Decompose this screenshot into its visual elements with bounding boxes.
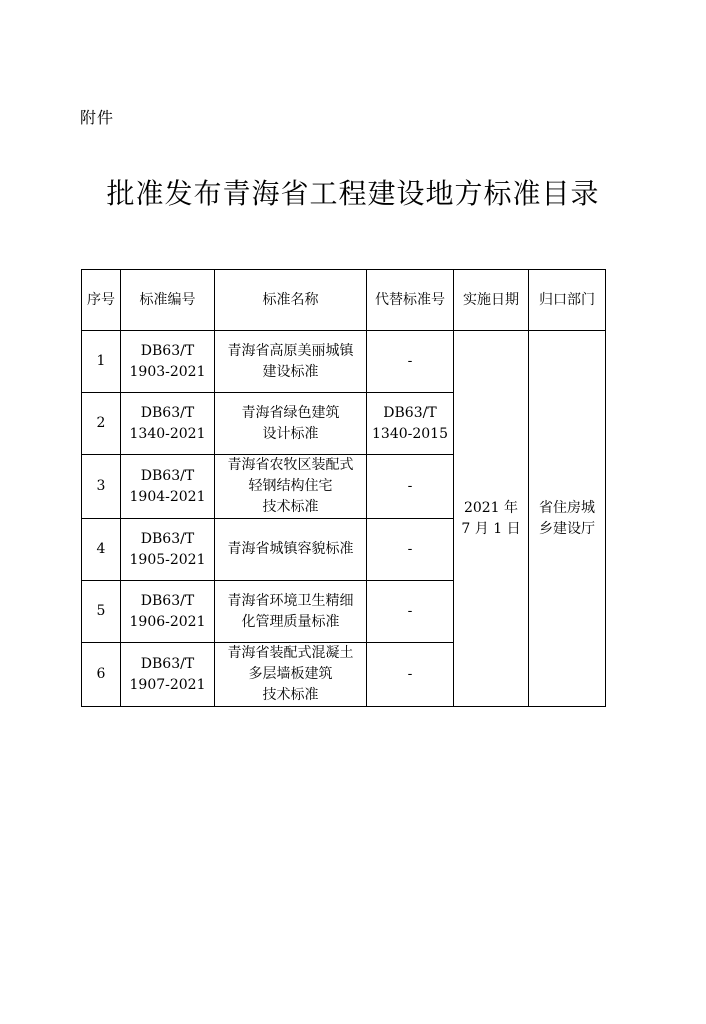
cell-implementation-date: 2021 年 7 月 1 日 <box>454 331 529 707</box>
col-header-department: 归口部门 <box>529 270 606 331</box>
cell-no: 1 <box>82 331 121 393</box>
cell-name: 青海省高原美丽城镇 建设标准 <box>215 331 367 393</box>
cell-replaces: - <box>367 581 454 643</box>
cell-name: 青海省农牧区装配式 轻钢结构住宅 技术标准 <box>215 455 367 519</box>
cell-replaces: - <box>367 643 454 707</box>
cell-replaces: - <box>367 331 454 393</box>
cell-name: 青海省环境卫生精细 化管理质量标准 <box>215 581 367 643</box>
cell-no: 2 <box>82 393 121 455</box>
table-header-row <box>82 270 606 331</box>
cell-name: 青海省绿色建筑 设计标准 <box>215 393 367 455</box>
cell-replaces: DB63/T 1340-2015 <box>367 393 454 455</box>
cell-name: 青海省装配式混凝土 多层墙板建筑 技术标准 <box>215 643 367 707</box>
table-row <box>82 331 606 393</box>
attachment-label: 附件 <box>80 108 115 127</box>
col-header-replaces: 代替标准号 <box>367 270 454 331</box>
cell-no: 4 <box>82 519 121 581</box>
page-title: 批准发布青海省工程建设地方标准目录 <box>106 177 600 210</box>
cell-department: 省住房城 乡建设厅 <box>529 331 606 707</box>
col-header-code: 标准编号 <box>121 270 215 331</box>
cell-no: 6 <box>82 643 121 707</box>
col-header-name: 标准名称 <box>215 270 367 331</box>
col-header-date: 实施日期 <box>454 270 529 331</box>
cell-name: 青海省城镇容貌标准 <box>215 519 367 581</box>
cell-replaces: - <box>367 519 454 581</box>
cell-no: 5 <box>82 581 121 643</box>
cell-code: DB63/T 1904-2021 <box>121 455 215 519</box>
cell-no: 3 <box>82 455 121 519</box>
standards-table <box>81 269 606 707</box>
cell-code: DB63/T 1905-2021 <box>121 519 215 581</box>
cell-code: DB63/T 1906-2021 <box>121 581 215 643</box>
col-header-no: 序号 <box>82 270 121 331</box>
cell-code: DB63/T 1340-2021 <box>121 393 215 455</box>
cell-code: DB63/T 1907-2021 <box>121 643 215 707</box>
cell-code: DB63/T 1903-2021 <box>121 331 215 393</box>
cell-replaces: - <box>367 455 454 519</box>
